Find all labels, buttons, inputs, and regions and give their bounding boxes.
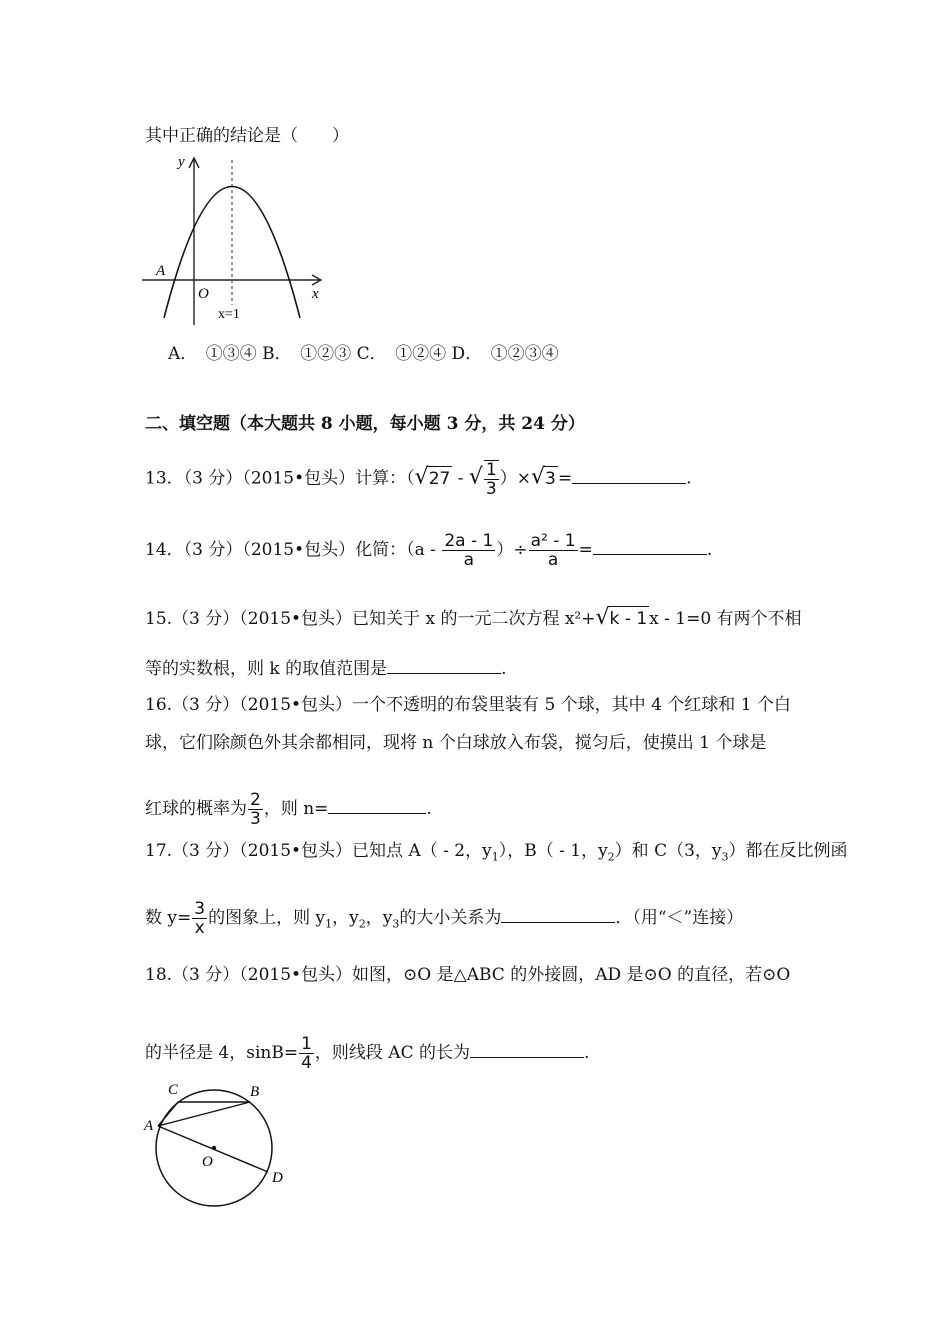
- axis-label: x=1: [218, 307, 240, 322]
- x-label: x: [312, 286, 319, 302]
- q17-line2: 数 y= $\frac{3}{x}$ 的图象上，则 $y_1$，$y_2$，$y_3$的大小关系为 ．（用“＜”连接）: [145, 899, 744, 938]
- segment-ab: [158, 1102, 250, 1126]
- q16-line3: 红球的概率为 $\frac{2}{3}$ ，则 n= .: [145, 790, 432, 829]
- q18-answer-blank[interactable]: [470, 1041, 584, 1058]
- q18-line1: 18.（3 分）（2015•包头）如图，⊙O 是△ABC 的外接圆，AD 是⊙O 的直径，若⊙O: [145, 965, 791, 985]
- q15-line2: 等的实数根，则 k 的取值范围是 .: [145, 659, 507, 679]
- section-title: 二、填空题（本大题共 8 小题，每小题 3 分，共 24 分）: [145, 414, 585, 434]
- q16-line1: 16.（3 分）（2015•包头）一个不透明的布袋里装有 5 个球，其中 4 个红球和 1 个白: [145, 695, 791, 715]
- label-c: C: [168, 1082, 179, 1098]
- q12-options: A． ①③④ B． ①②③ C． ①②④ D． ①②③④: [168, 344, 559, 364]
- q16-line2: 球，它们除颜色外其余都相同，现将 n 个白球放入布袋，搅匀后，使摸出 1 个球是: [145, 733, 767, 753]
- label-a: A: [144, 1118, 154, 1134]
- origin-label: O: [198, 286, 209, 302]
- point-a-label: A: [156, 263, 166, 279]
- q13-answer-blank[interactable]: [572, 467, 686, 484]
- q12-stem: 其中正确的结论是（ ）: [145, 126, 349, 146]
- q15-answer-blank[interactable]: [387, 657, 501, 674]
- label-b: B: [250, 1084, 260, 1100]
- q14: 14．（3 分）（2015•包头）化简：（a - $\frac{2a - 1}{a}$ ）÷ $\frac{\text{a² - 1}}{a}$ = .: [145, 531, 713, 570]
- segment-ac: [158, 1102, 178, 1126]
- label-d: D: [272, 1170, 283, 1186]
- q17-line1: 17.（3 分）（2015•包头）已知点 A（ - 2，$y_1$），B（ - 1，$y_2$）和 C（3，$y_3$）都在反比例函: [145, 841, 848, 864]
- q16-answer-blank[interactable]: [328, 797, 426, 814]
- y-label: y: [178, 154, 185, 170]
- label-o: O: [202, 1154, 213, 1170]
- q13: 13．（3 分）（2015•包头）计算：（√27 - √ $\frac{1}{3}$ ）×√3 = .: [145, 460, 692, 499]
- q14-answer-blank[interactable]: [593, 538, 707, 555]
- parabola-graph: [140, 150, 340, 335]
- q17-answer-blank[interactable]: [501, 906, 615, 923]
- q15-line1: 15.（3 分）（2015•包头）已知关于 x 的一元二次方程 x²+√k - 1 x - 1=0 有两个不相: [145, 605, 802, 630]
- circle-figure: [140, 1078, 300, 1208]
- center-dot: [212, 1146, 216, 1150]
- q18-line2: 的半径是 4，sinB= $\frac{1}{4}$ ，则线段 AC 的长为 .: [145, 1034, 590, 1073]
